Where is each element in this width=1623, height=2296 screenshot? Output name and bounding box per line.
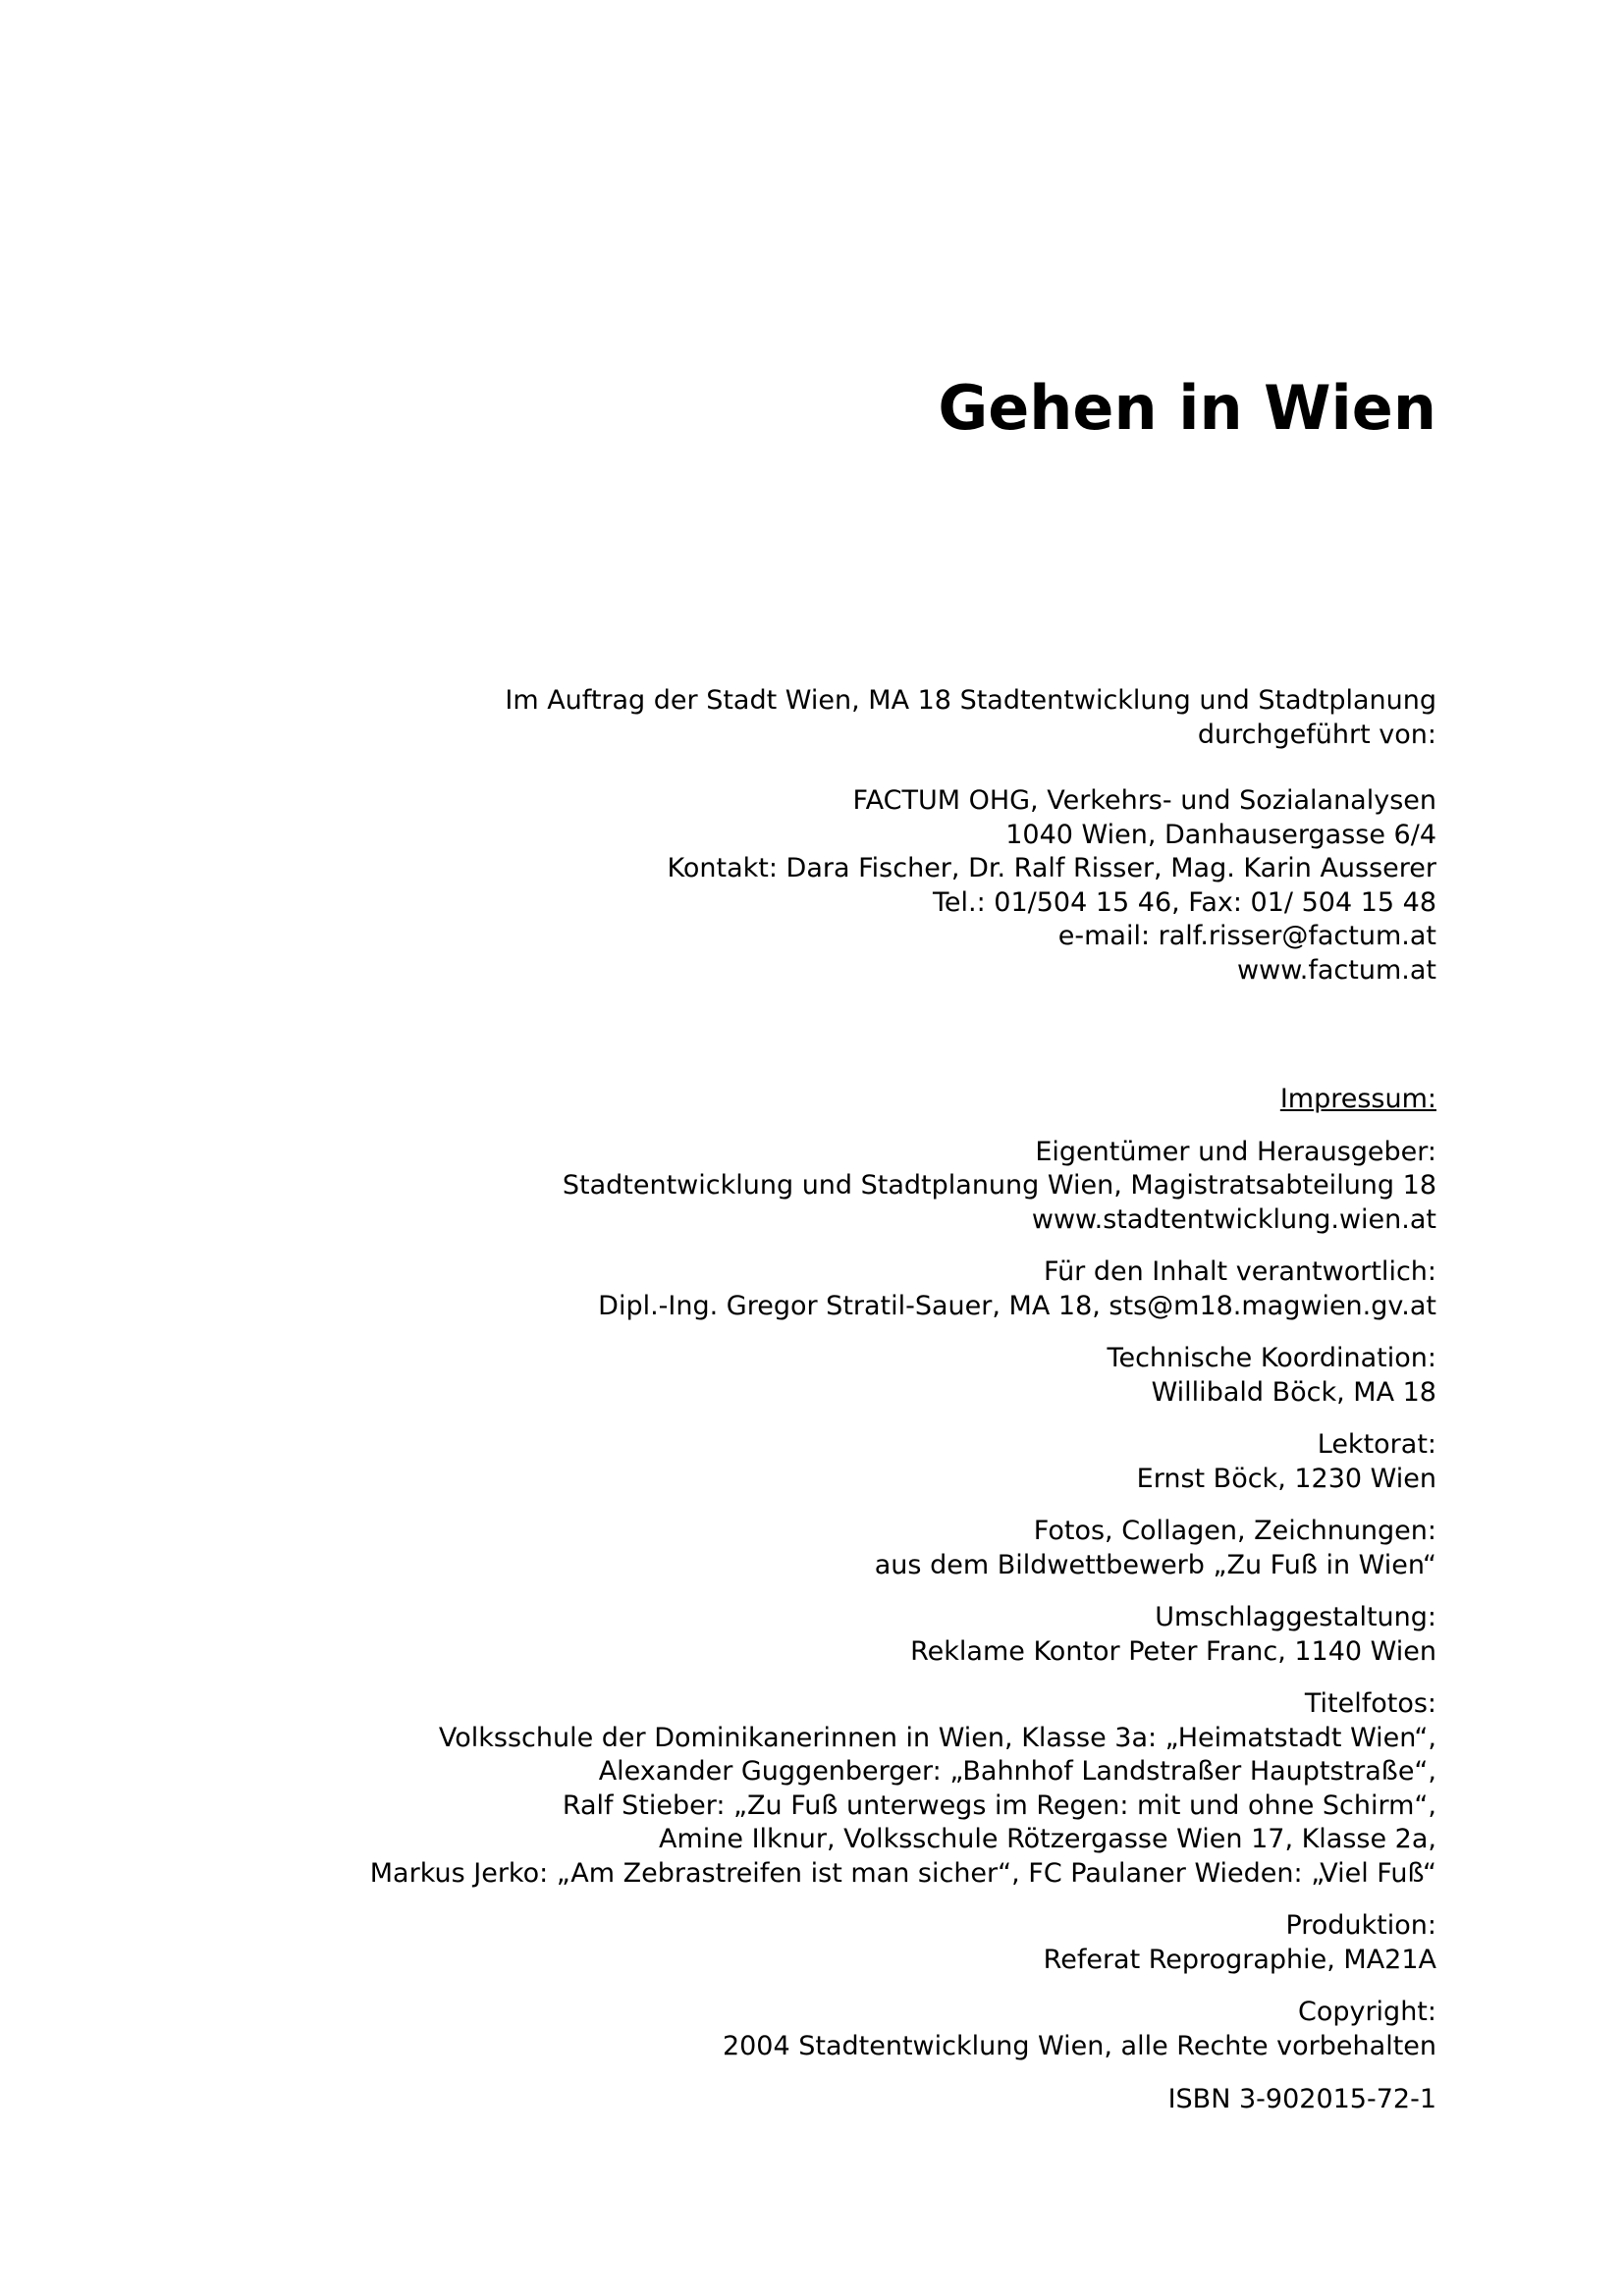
contact-line: FACTUM OHG, Verkehrs- und Sozialanalysen xyxy=(852,785,1436,816)
impressum-section xyxy=(370,1996,1436,2063)
section-line: Reklame Kontor Peter Franc, 1140 Wien xyxy=(910,1635,1436,1667)
section-label: Titelfotos: xyxy=(1304,1688,1436,1719)
impressum-heading: Impressum: xyxy=(1279,1084,1436,1114)
impressum xyxy=(370,1083,1436,2082)
section-label: Produktion: xyxy=(1285,1910,1436,1941)
impressum-section xyxy=(370,1601,1436,1669)
impressum-section xyxy=(370,1136,1436,1238)
section-line: aus dem Bildwettbewerb „Zu Fuß in Wien“ xyxy=(874,1549,1436,1580)
section-line: Ralf Stieber: „Zu Fuß unterwegs im Regen: mit und ohne Schirm“, xyxy=(562,1789,1436,1821)
section-label: Eigentümer und Herausgeber: xyxy=(1035,1136,1436,1167)
impressum-section xyxy=(370,1428,1436,1496)
section-line: Stadtentwicklung und Stadtplanung Wien, Magistratsabteilung 18 xyxy=(562,1170,1436,1201)
impressum-section xyxy=(370,1909,1436,1977)
commission-line: durchgeführt von: xyxy=(1197,719,1436,750)
section-line: www.stadtentwicklung.wien.at xyxy=(1031,1203,1436,1235)
impressum-section xyxy=(370,1515,1436,1582)
section-label: Lektorat: xyxy=(1317,1429,1436,1460)
document-title: Gehen in Wien xyxy=(938,372,1436,444)
impressum-section xyxy=(370,1255,1436,1323)
section-label: Fotos, Collagen, Zeichnungen: xyxy=(1033,1516,1436,1546)
section-label: Für den Inhalt verantwortlich: xyxy=(1044,1256,1436,1287)
contact-line: Kontakt: Dara Fischer, Dr. Ralf Risser, Mag. Karin Ausserer xyxy=(667,853,1436,883)
section-line: Willibald Böck, MA 18 xyxy=(1151,1376,1436,1408)
contact-line: e-mail: ralf.risser@factum.at xyxy=(1057,921,1436,951)
section-line: Referat Reprographie, MA21A xyxy=(1043,1944,1436,1975)
section-line: Dipl.-Ing. Gregor Stratil-Sauer, MA 18, sts@m18.magwien.gv.at xyxy=(598,1290,1436,1321)
section-line: Markus Jerko: „Am Zebrastreifen ist man sicher“, FC Paulaner Wieden: „Viel Fuß“ xyxy=(369,1857,1436,1889)
contractor-contact xyxy=(668,784,1436,988)
section-label: Umschlaggestaltung: xyxy=(1155,1602,1436,1632)
isbn xyxy=(1168,2083,1436,2117)
section-line: Ernst Böck, 1230 Wien xyxy=(1136,1463,1436,1494)
section-line: 2004 Stadtentwicklung Wien, alle Rechte vorbehalten xyxy=(722,2030,1436,2061)
section-label: Copyright: xyxy=(1297,1997,1436,2027)
commission-note xyxy=(505,684,1436,752)
impressum-section xyxy=(370,1342,1436,1410)
contact-line: 1040 Wien, Danhausergasse 6/4 xyxy=(1005,819,1436,850)
commission-line: Im Auftrag der Stadt Wien, MA 18 Stadtentwicklung und Stadtplanung xyxy=(505,685,1436,716)
contact-line: Tel.: 01/504 15 46, Fax: 01/ 504 15 48 xyxy=(932,886,1436,918)
section-line: Alexander Guggenberger: „Bahnhof Landstraßer Hauptstraße“, xyxy=(598,1756,1436,1787)
impressum-section xyxy=(370,1687,1436,1891)
section-line: Volksschule der Dominikanerinnen in Wien, Klasse 3a: „Heimatstadt Wien“, xyxy=(438,1722,1436,1753)
section-label: Technische Koordination: xyxy=(1107,1343,1436,1373)
section-line: Amine Ilknur, Volksschule Rötzergasse Wien 17, Klasse 2a, xyxy=(659,1824,1436,1854)
isbn-text: ISBN 3-902015-72-1 xyxy=(1167,2084,1436,2114)
contact-line: www.factum.at xyxy=(1237,954,1436,986)
